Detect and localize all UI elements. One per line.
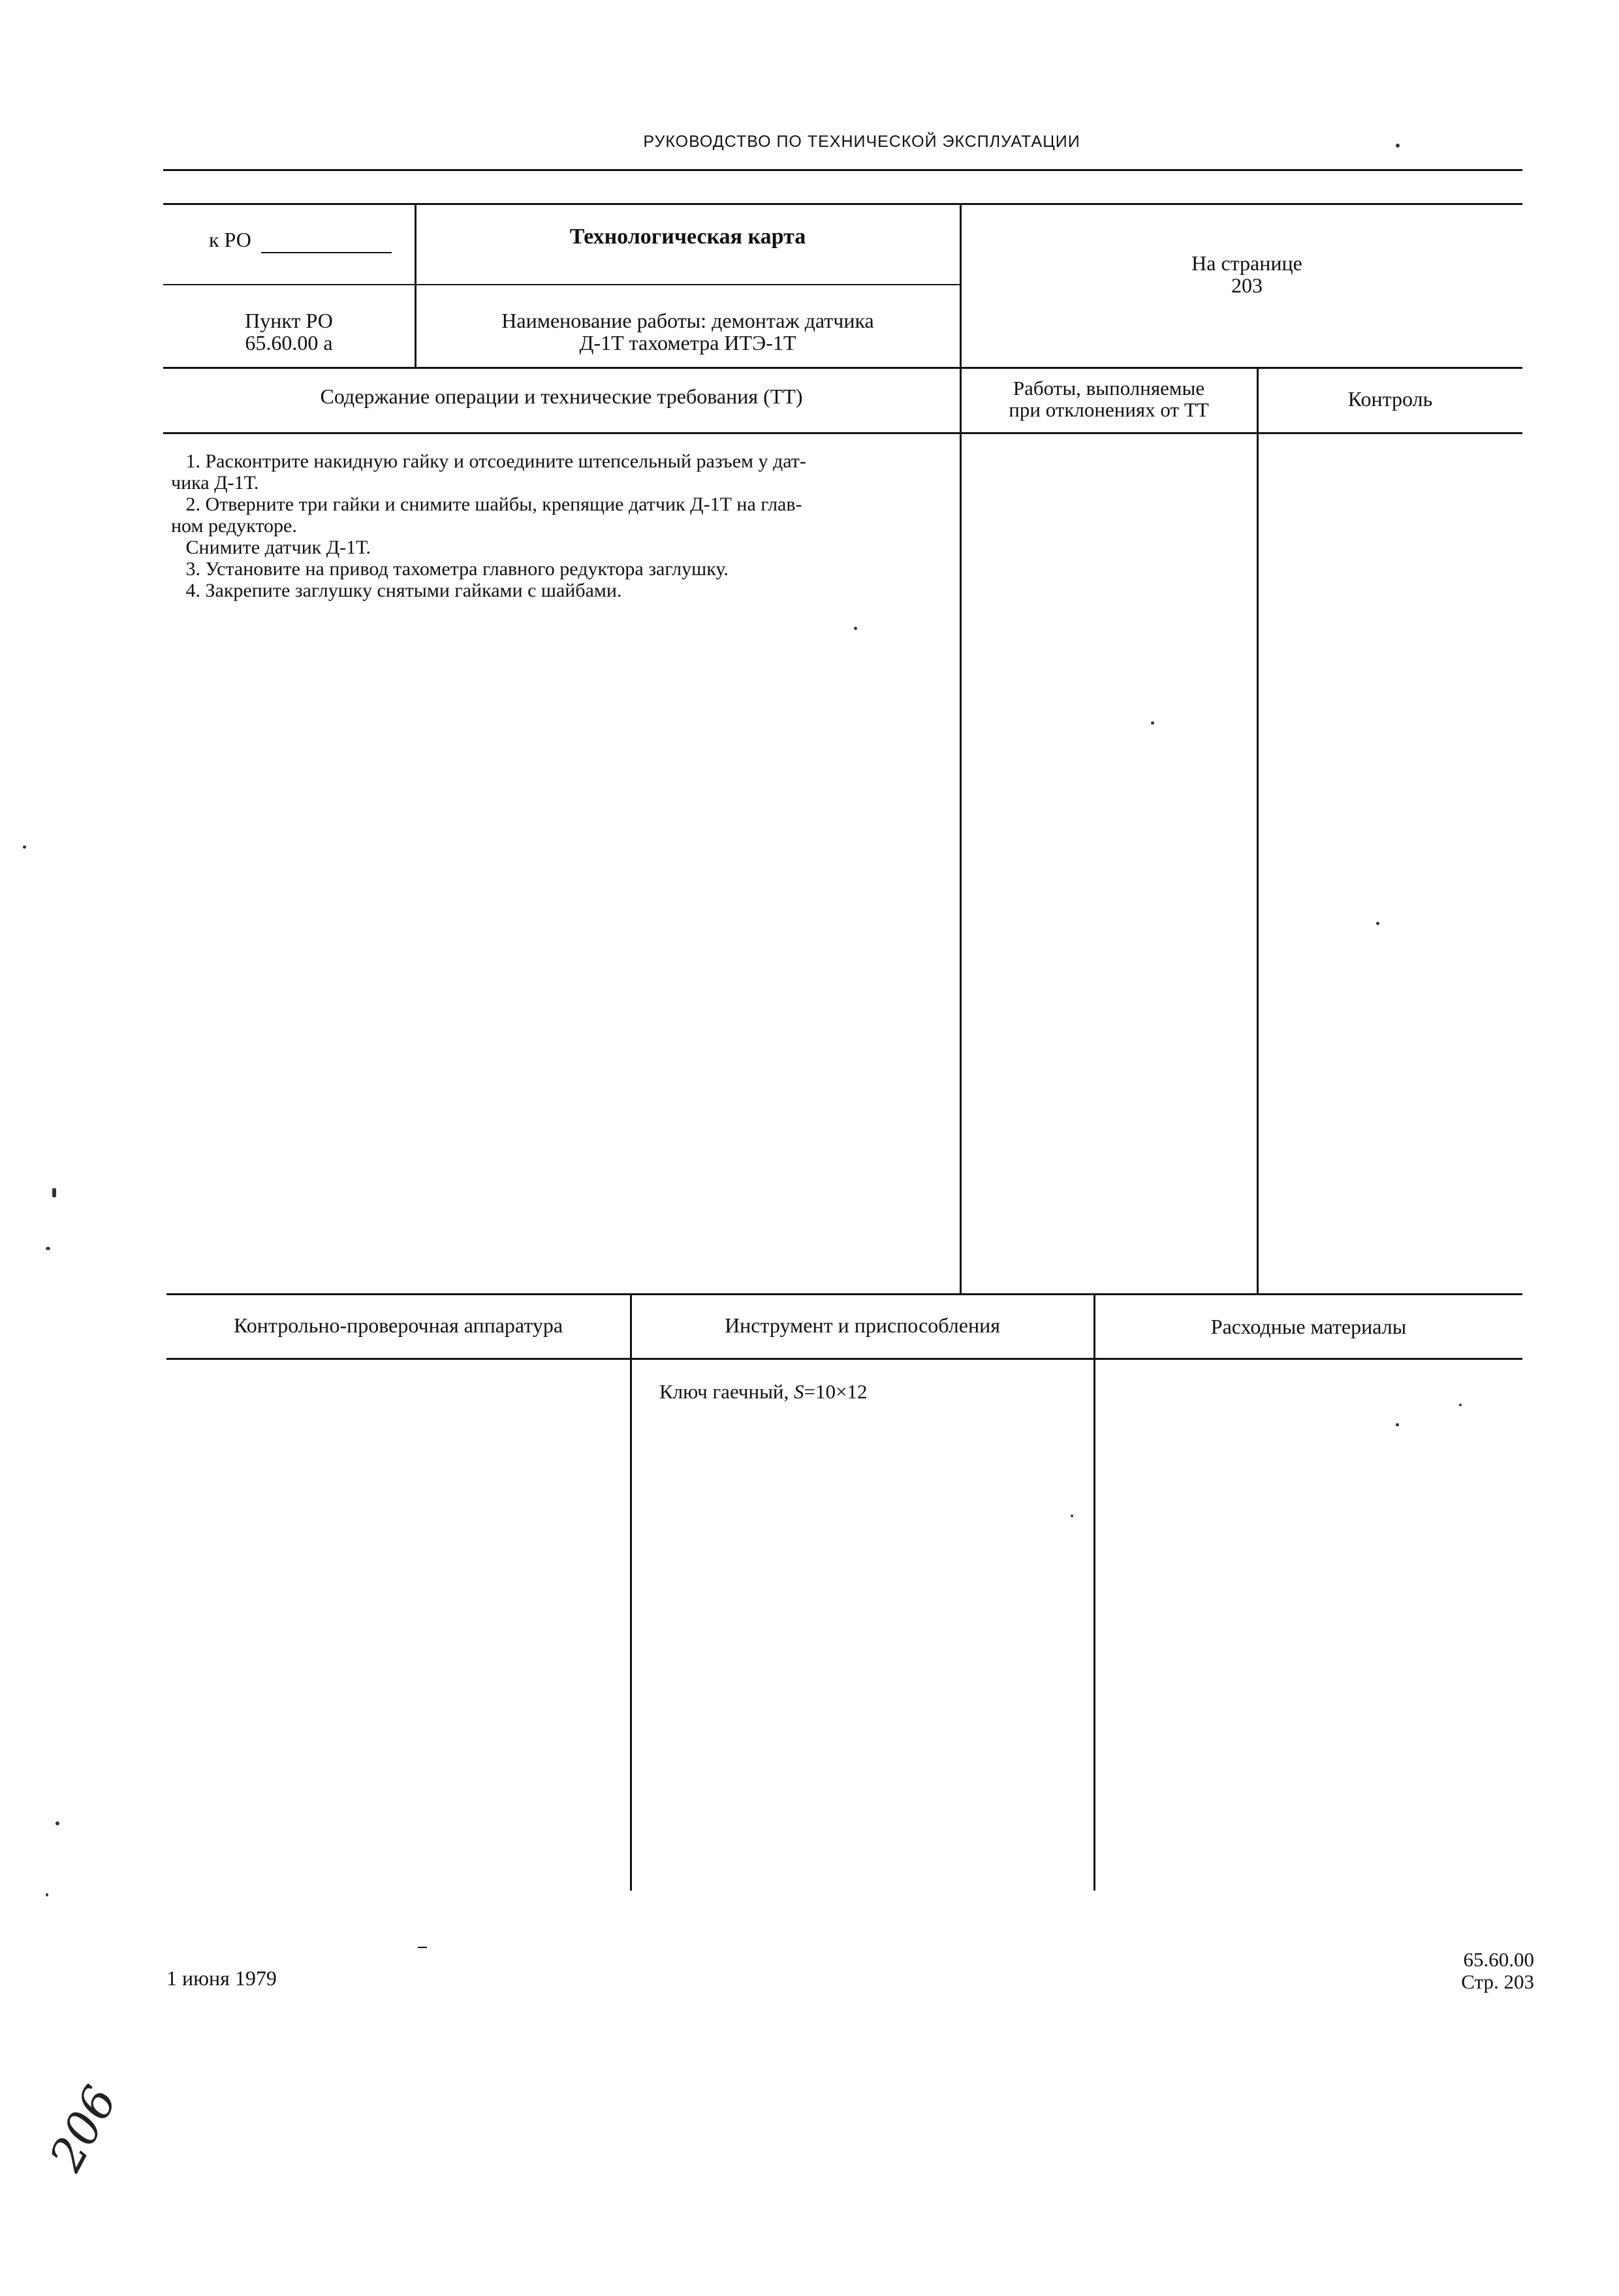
operation-line: Снимите датчик Д-1Т. — [171, 537, 371, 558]
item-label: Пункт РО — [245, 309, 333, 332]
ro-reference — [209, 228, 251, 251]
speck — [1151, 721, 1154, 725]
ro-reference-label: к РО — [209, 228, 251, 251]
column-header-deviations — [961, 377, 1257, 420]
speck — [1459, 1404, 1462, 1406]
ro-reference-blank — [261, 252, 392, 253]
operation-line: 4. Закрепите заглушку снятыми гайками с шайбами. — [171, 580, 622, 601]
footer-page: Стр. 203 — [1461, 1970, 1534, 1993]
issue-date: 1 июня 1979 — [166, 1966, 277, 1990]
equipment-header-apparatus: Контрольно-проверочная аппаратура — [233, 1313, 563, 1337]
tool-name: Ключ гаечный, — [659, 1380, 794, 1403]
speck — [52, 1188, 56, 1197]
item-number: 65.60.00 а — [245, 331, 333, 354]
equipment-divider — [630, 1293, 632, 1891]
speck — [1376, 922, 1379, 925]
card-title: Технологическая карта — [569, 225, 806, 249]
table-rule — [163, 367, 1522, 369]
equipment-header-rule — [166, 1358, 1522, 1360]
speck — [23, 845, 26, 849]
speck — [1071, 1515, 1073, 1517]
operation-line: ном редукторе. — [171, 515, 297, 537]
equipment-header-consumables: Расходные материалы — [1210, 1315, 1407, 1338]
speck — [55, 1821, 59, 1825]
speck — [46, 1893, 48, 1896]
page-number: 203 — [1231, 274, 1263, 297]
equipment-header-tools: Инструмент и приспособления — [725, 1313, 1000, 1337]
header-rule — [163, 169, 1522, 171]
table-top-rule — [163, 203, 1522, 205]
running-header: РУКОВОДСТВО ПО ТЕХНИЧЕСКОЙ ЭКСПЛУАТАЦИИ — [643, 133, 1080, 151]
operation-line: 1. Расконтрите накидную гайку и отсоедините штепсельный разъем у дат- — [171, 450, 806, 472]
item-reference — [163, 309, 415, 354]
speck — [1396, 144, 1400, 148]
footer-mark — [418, 1947, 427, 1948]
operation-line: 3. Установите на привод тахометра главного редуктора заглушку. — [171, 558, 729, 580]
operation-line: 2. Отверните три гайки и снимите шайбы, крепящие датчик Д-1Т на глав- — [171, 494, 802, 515]
work-name-line: Д-1Т тахометра ИТЭ-1Т — [579, 331, 796, 354]
table-divider — [1257, 367, 1259, 1293]
table-rule — [163, 284, 961, 285]
footer-reference — [1404, 1949, 1534, 1993]
column-header-rule — [163, 432, 1522, 434]
speck — [46, 1247, 50, 1250]
equipment-divider — [1093, 1293, 1095, 1891]
column-header-content: Содержание операции и технические требования (ТТ) — [320, 385, 803, 408]
column-header-deviations-line: Работы, выполняемые — [1013, 377, 1205, 400]
tool-entry — [659, 1381, 868, 1403]
footer-doc-number: 65.60.00 — [1463, 1948, 1534, 1971]
equipment-top-rule — [166, 1293, 1522, 1295]
work-name-line: Наименование работы: демонтаж датчика — [501, 309, 874, 332]
operations-list — [171, 450, 954, 601]
speck — [854, 627, 857, 630]
tool-size-symbol: S — [794, 1380, 804, 1403]
operation-line: чика Д-1Т. — [171, 472, 259, 494]
work-name — [416, 309, 960, 354]
page-reference — [1182, 252, 1312, 296]
speck — [1396, 1423, 1399, 1426]
column-header-control: Контроль — [1347, 387, 1433, 411]
page-label: На странице — [1191, 251, 1302, 275]
handwritten-page-number: 206 — [39, 2077, 128, 2180]
column-header-deviations-line: при отклонениях от ТТ — [1009, 398, 1209, 421]
tool-size: =10×12 — [804, 1380, 868, 1403]
